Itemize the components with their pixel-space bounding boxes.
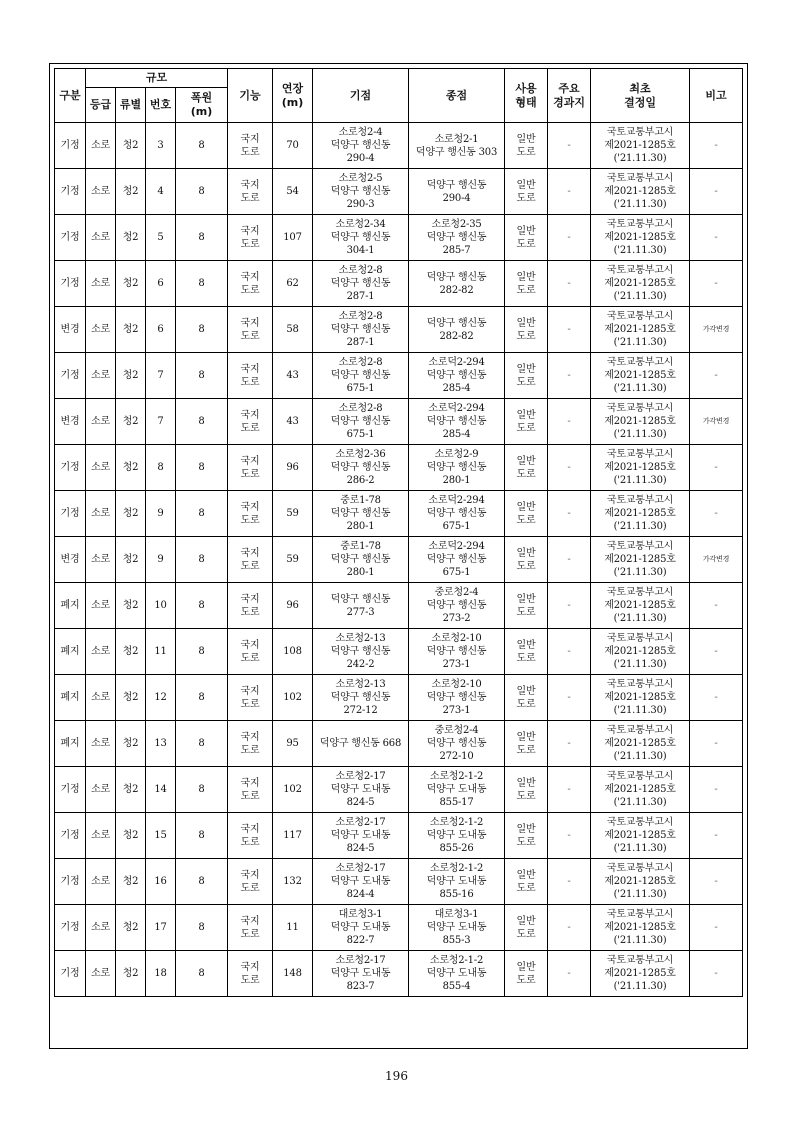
length-cell: 107 — [273, 215, 313, 261]
number-cell: 14 — [146, 767, 176, 813]
gubun-cell: 폐지 — [55, 675, 86, 721]
length-cell: 43 — [273, 353, 313, 399]
length-cell: 11 — [273, 905, 313, 951]
width-cell: 8 — [176, 261, 228, 307]
gubun-cell: 기정 — [55, 353, 86, 399]
width-cell: 8 — [176, 307, 228, 353]
function-cell: 국지 도로 — [228, 169, 273, 215]
start-cell: 대로청3-1 덕양구 도내동 822-7 — [313, 905, 409, 951]
width-cell: 8 — [176, 767, 228, 813]
number-cell: 7 — [146, 353, 176, 399]
remarks-cell: - — [690, 629, 743, 675]
number-cell: 5 — [146, 215, 176, 261]
remarks-cell: - — [690, 721, 743, 767]
remarks-cell: 가각변경 — [690, 537, 743, 583]
number-cell: 10 — [146, 583, 176, 629]
table-row — [55, 399, 743, 445]
grade-cell: 소로 — [86, 169, 116, 215]
table-row — [55, 721, 743, 767]
decision-cell: 국토교통부고시 제2021-1285호 ('21.11.30) — [591, 675, 690, 721]
class-cell: 청2 — [116, 537, 146, 583]
end-cell: 소로청2-35 덕양구 행신동 285-7 — [409, 215, 505, 261]
grade-cell: 소로 — [86, 307, 116, 353]
header-function: 기능 — [228, 69, 273, 123]
width-cell: 8 — [176, 123, 228, 169]
gubun-cell: 기정 — [55, 215, 86, 261]
remarks-cell: - — [690, 215, 743, 261]
decision-cell: 국토교통부고시 제2021-1285호 ('21.11.30) — [591, 123, 690, 169]
header-remarks: 비고 — [690, 69, 743, 123]
header-end: 종점 — [409, 69, 505, 123]
end-cell: 소로청2-1 덕양구 행신동 303 — [409, 123, 505, 169]
width-cell: 8 — [176, 675, 228, 721]
class-cell: 청2 — [116, 307, 146, 353]
decision-cell: 국토교통부고시 제2021-1285호 ('21.11.30) — [591, 353, 690, 399]
waypoints-cell: - — [548, 123, 591, 169]
start-cell: 소로청2-34 덕양구 행신동 304-1 — [313, 215, 409, 261]
number-cell: 9 — [146, 491, 176, 537]
remarks-cell: 가각변경 — [690, 399, 743, 445]
number-cell: 16 — [146, 859, 176, 905]
length-cell: 43 — [273, 399, 313, 445]
function-cell: 국지 도로 — [228, 767, 273, 813]
width-cell: 8 — [176, 905, 228, 951]
class-cell: 청2 — [116, 813, 146, 859]
grade-cell: 소로 — [86, 399, 116, 445]
number-cell: 17 — [146, 905, 176, 951]
waypoints-cell: - — [548, 537, 591, 583]
function-cell: 국지 도로 — [228, 629, 273, 675]
header-grade: 등급 — [86, 88, 116, 123]
gubun-cell: 변경 — [55, 399, 86, 445]
length-cell: 132 — [273, 859, 313, 905]
number-cell: 8 — [146, 445, 176, 491]
width-cell: 8 — [176, 215, 228, 261]
table-row — [55, 491, 743, 537]
end-cell: 소로청2-9 덕양구 행신동 280-1 — [409, 445, 505, 491]
function-cell: 국지 도로 — [228, 123, 273, 169]
usage-cell: 일반 도로 — [505, 721, 548, 767]
grade-cell: 소로 — [86, 261, 116, 307]
remarks-cell: - — [690, 583, 743, 629]
width-cell: 8 — [176, 859, 228, 905]
page-number: 196 — [385, 1069, 408, 1083]
end-cell: 소로청2-1-2 덕양구 도내동 855-17 — [409, 767, 505, 813]
decision-cell: 국토교통부고시 제2021-1285호 ('21.11.30) — [591, 905, 690, 951]
table-row — [55, 583, 743, 629]
grade-cell: 소로 — [86, 537, 116, 583]
start-cell: 소로청2-8 덕양구 행신동 287-1 — [313, 261, 409, 307]
waypoints-cell: - — [548, 951, 591, 997]
waypoints-cell: - — [548, 491, 591, 537]
end-cell: 소로덕2-294 덕양구 행신동 285-4 — [409, 353, 505, 399]
class-cell: 청2 — [116, 491, 146, 537]
decision-cell: 국토교통부고시 제2021-1285호 ('21.11.30) — [591, 721, 690, 767]
start-cell: 소로청2-17 덕양구 도내동 824-5 — [313, 767, 409, 813]
start-cell: 소로청2-13 덕양구 행신동 272-12 — [313, 675, 409, 721]
width-cell: 8 — [176, 721, 228, 767]
width-cell: 8 — [176, 951, 228, 997]
waypoints-cell: - — [548, 307, 591, 353]
header-scale: 규모 — [86, 69, 228, 88]
width-cell: 8 — [176, 583, 228, 629]
start-cell: 덕양구 행신동 668 — [313, 721, 409, 767]
start-cell: 소로청2-36 덕양구 행신동 286-2 — [313, 445, 409, 491]
gubun-cell: 변경 — [55, 307, 86, 353]
number-cell: 6 — [146, 261, 176, 307]
grade-cell: 소로 — [86, 491, 116, 537]
gubun-cell: 기정 — [55, 813, 86, 859]
waypoints-cell: - — [548, 767, 591, 813]
decision-cell: 국토교통부고시 제2021-1285호 ('21.11.30) — [591, 445, 690, 491]
length-cell: 117 — [273, 813, 313, 859]
header-number: 번호 — [146, 88, 176, 123]
usage-cell: 일반 도로 — [505, 813, 548, 859]
number-cell: 9 — [146, 537, 176, 583]
usage-cell: 일반 도로 — [505, 951, 548, 997]
function-cell: 국지 도로 — [228, 307, 273, 353]
remarks-cell: - — [690, 491, 743, 537]
table-row — [55, 675, 743, 721]
table-row — [55, 215, 743, 261]
end-cell: 소로덕2-294 덕양구 행신동 675-1 — [409, 537, 505, 583]
class-cell: 청2 — [116, 583, 146, 629]
table-row — [55, 905, 743, 951]
function-cell: 국지 도로 — [228, 951, 273, 997]
class-cell: 청2 — [116, 767, 146, 813]
grade-cell: 소로 — [86, 583, 116, 629]
grade-cell: 소로 — [86, 767, 116, 813]
number-cell: 4 — [146, 169, 176, 215]
remarks-cell: - — [690, 123, 743, 169]
decision-cell: 국토교통부고시 제2021-1285호 ('21.11.30) — [591, 307, 690, 353]
end-cell: 소로청2-10 덕양구 행신동 273-1 — [409, 675, 505, 721]
class-cell: 청2 — [116, 215, 146, 261]
grade-cell: 소로 — [86, 445, 116, 491]
end-cell: 소로덕2-294 덕양구 행신동 285-4 — [409, 399, 505, 445]
class-cell: 청2 — [116, 169, 146, 215]
grade-cell: 소로 — [86, 215, 116, 261]
usage-cell: 일반 도로 — [505, 767, 548, 813]
remarks-cell: - — [690, 675, 743, 721]
number-cell: 7 — [146, 399, 176, 445]
length-cell: 148 — [273, 951, 313, 997]
width-cell: 8 — [176, 399, 228, 445]
length-cell: 96 — [273, 583, 313, 629]
table-header — [55, 69, 743, 123]
remarks-cell: - — [690, 353, 743, 399]
usage-cell: 일반 도로 — [505, 353, 548, 399]
number-cell: 15 — [146, 813, 176, 859]
end-cell: 소로덕2-294 덕양구 행신동 675-1 — [409, 491, 505, 537]
class-cell: 청2 — [116, 399, 146, 445]
start-cell: 소로청2-17 덕양구 도내동 823-7 — [313, 951, 409, 997]
remarks-cell: - — [690, 767, 743, 813]
usage-cell: 일반 도로 — [505, 859, 548, 905]
waypoints-cell: - — [548, 445, 591, 491]
table-row — [55, 859, 743, 905]
decision-cell: 국토교통부고시 제2021-1285호 ('21.11.30) — [591, 859, 690, 905]
start-cell: 소로청2-4 덕양구 행신동 290-4 — [313, 123, 409, 169]
table-row — [55, 813, 743, 859]
decision-cell: 국토교통부고시 제2021-1285호 ('21.11.30) — [591, 491, 690, 537]
usage-cell: 일반 도로 — [505, 307, 548, 353]
grade-cell: 소로 — [86, 629, 116, 675]
function-cell: 국지 도로 — [228, 583, 273, 629]
number-cell: 11 — [146, 629, 176, 675]
function-cell: 국지 도로 — [228, 537, 273, 583]
gubun-cell: 기정 — [55, 169, 86, 215]
table-row — [55, 767, 743, 813]
header-usage: 사용 형태 — [505, 69, 548, 123]
usage-cell: 일반 도로 — [505, 215, 548, 261]
waypoints-cell: - — [548, 629, 591, 675]
grade-cell: 소로 — [86, 721, 116, 767]
class-cell: 청2 — [116, 859, 146, 905]
remarks-cell: - — [690, 951, 743, 997]
decision-cell: 국토교통부고시 제2021-1285호 ('21.11.30) — [591, 767, 690, 813]
length-cell: 59 — [273, 537, 313, 583]
waypoints-cell: - — [548, 353, 591, 399]
function-cell: 국지 도로 — [228, 353, 273, 399]
decision-cell: 국토교통부고시 제2021-1285호 ('21.11.30) — [591, 169, 690, 215]
end-cell: 중로청2-4 덕양구 행신동 273-2 — [409, 583, 505, 629]
start-cell: 소로청2-5 덕양구 행신동 290-3 — [313, 169, 409, 215]
width-cell: 8 — [176, 537, 228, 583]
width-cell: 8 — [176, 353, 228, 399]
usage-cell: 일반 도로 — [505, 675, 548, 721]
width-cell: 8 — [176, 445, 228, 491]
gubun-cell: 폐지 — [55, 721, 86, 767]
grade-cell: 소로 — [86, 813, 116, 859]
class-cell: 청2 — [116, 629, 146, 675]
decision-cell: 국토교통부고시 제2021-1285호 ('21.11.30) — [591, 951, 690, 997]
remarks-cell: 가각변경 — [690, 307, 743, 353]
table-row — [55, 951, 743, 997]
function-cell: 국지 도로 — [228, 675, 273, 721]
waypoints-cell: - — [548, 169, 591, 215]
width-cell: 8 — [176, 629, 228, 675]
waypoints-cell: - — [548, 721, 591, 767]
function-cell: 국지 도로 — [228, 399, 273, 445]
remarks-cell: - — [690, 445, 743, 491]
header-gubun: 구분 — [55, 69, 86, 123]
function-cell: 국지 도로 — [228, 859, 273, 905]
gubun-cell: 기정 — [55, 261, 86, 307]
end-cell: 덕양구 행신동 290-4 — [409, 169, 505, 215]
waypoints-cell: - — [548, 675, 591, 721]
number-cell: 6 — [146, 307, 176, 353]
gubun-cell: 기정 — [55, 859, 86, 905]
start-cell: 중로1-78 덕양구 행신동 280-1 — [313, 491, 409, 537]
table-row — [55, 537, 743, 583]
start-cell: 소로청2-8 덕양구 행신동 675-1 — [313, 353, 409, 399]
length-cell: 102 — [273, 767, 313, 813]
usage-cell: 일반 도로 — [505, 629, 548, 675]
header-decision: 최초 결정일 — [591, 69, 690, 123]
gubun-cell: 폐지 — [55, 583, 86, 629]
table-row — [55, 353, 743, 399]
number-cell: 18 — [146, 951, 176, 997]
road-plan-table — [54, 68, 743, 997]
decision-cell: 국토교통부고시 제2021-1285호 ('21.11.30) — [591, 583, 690, 629]
grade-cell: 소로 — [86, 951, 116, 997]
function-cell: 국지 도로 — [228, 721, 273, 767]
class-cell: 청2 — [116, 721, 146, 767]
end-cell: 중로청2-4 덕양구 행신동 272-10 — [409, 721, 505, 767]
usage-cell: 일반 도로 — [505, 445, 548, 491]
remarks-cell: - — [690, 905, 743, 951]
start-cell: 중로1-78 덕양구 행신동 280-1 — [313, 537, 409, 583]
grade-cell: 소로 — [86, 353, 116, 399]
usage-cell: 일반 도로 — [505, 261, 548, 307]
gubun-cell: 기정 — [55, 445, 86, 491]
number-cell: 3 — [146, 123, 176, 169]
number-cell: 13 — [146, 721, 176, 767]
length-cell: 58 — [273, 307, 313, 353]
usage-cell: 일반 도로 — [505, 583, 548, 629]
usage-cell: 일반 도로 — [505, 399, 548, 445]
length-cell: 95 — [273, 721, 313, 767]
function-cell: 국지 도로 — [228, 905, 273, 951]
decision-cell: 국토교통부고시 제2021-1285호 ('21.11.30) — [591, 261, 690, 307]
header-length: 연장 (m) — [273, 69, 313, 123]
function-cell: 국지 도로 — [228, 261, 273, 307]
end-cell: 소로청2-1-2 덕양구 도내동 855-4 — [409, 951, 505, 997]
remarks-cell: - — [690, 859, 743, 905]
table-row — [55, 169, 743, 215]
table-row — [55, 307, 743, 353]
length-cell: 96 — [273, 445, 313, 491]
remarks-cell: - — [690, 813, 743, 859]
remarks-cell: - — [690, 169, 743, 215]
start-cell: 소로청2-17 덕양구 도내동 824-5 — [313, 813, 409, 859]
gubun-cell: 폐지 — [55, 629, 86, 675]
table-row — [55, 261, 743, 307]
class-cell: 청2 — [116, 675, 146, 721]
header-start: 기점 — [313, 69, 409, 123]
waypoints-cell: - — [548, 813, 591, 859]
decision-cell: 국토교통부고시 제2021-1285호 ('21.11.30) — [591, 537, 690, 583]
width-cell: 8 — [176, 169, 228, 215]
class-cell: 청2 — [116, 261, 146, 307]
waypoints-cell: - — [548, 215, 591, 261]
waypoints-cell: - — [548, 859, 591, 905]
header-width: 폭원 (m) — [176, 88, 228, 123]
end-cell: 소로청2-10 덕양구 행신동 273-1 — [409, 629, 505, 675]
table-row — [55, 123, 743, 169]
class-cell: 청2 — [116, 353, 146, 399]
function-cell: 국지 도로 — [228, 491, 273, 537]
start-cell: 덕양구 행신동 277-3 — [313, 583, 409, 629]
function-cell: 국지 도로 — [228, 813, 273, 859]
header-waypoints: 주요 경과지 — [548, 69, 591, 123]
length-cell: 54 — [273, 169, 313, 215]
gubun-cell: 기정 — [55, 491, 86, 537]
decision-cell: 국토교통부고시 제2021-1285호 ('21.11.30) — [591, 399, 690, 445]
width-cell: 8 — [176, 491, 228, 537]
waypoints-cell: - — [548, 905, 591, 951]
gubun-cell: 기정 — [55, 905, 86, 951]
gubun-cell: 기정 — [55, 951, 86, 997]
usage-cell: 일반 도로 — [505, 169, 548, 215]
class-cell: 청2 — [116, 123, 146, 169]
grade-cell: 소로 — [86, 859, 116, 905]
decision-cell: 국토교통부고시 제2021-1285호 ('21.11.30) — [591, 629, 690, 675]
length-cell: 102 — [273, 675, 313, 721]
start-cell: 소로청2-8 덕양구 행신동 675-1 — [313, 399, 409, 445]
number-cell: 12 — [146, 675, 176, 721]
length-cell: 59 — [273, 491, 313, 537]
function-cell: 국지 도로 — [228, 215, 273, 261]
class-cell: 청2 — [116, 905, 146, 951]
remarks-cell: - — [690, 261, 743, 307]
grade-cell: 소로 — [86, 123, 116, 169]
waypoints-cell: - — [548, 583, 591, 629]
class-cell: 청2 — [116, 951, 146, 997]
waypoints-cell: - — [548, 261, 591, 307]
gubun-cell: 변경 — [55, 537, 86, 583]
grade-cell: 소로 — [86, 675, 116, 721]
table-row — [55, 629, 743, 675]
end-cell: 덕양구 행신동 282-82 — [409, 261, 505, 307]
grade-cell: 소로 — [86, 905, 116, 951]
start-cell: 소로청2-13 덕양구 행신동 242-2 — [313, 629, 409, 675]
start-cell: 소로청2-8 덕양구 행신동 287-1 — [313, 307, 409, 353]
length-cell: 70 — [273, 123, 313, 169]
end-cell: 덕양구 행신동 282-82 — [409, 307, 505, 353]
class-cell: 청2 — [116, 445, 146, 491]
end-cell: 소로청2-1-2 덕양구 도내동 855-16 — [409, 859, 505, 905]
usage-cell: 일반 도로 — [505, 123, 548, 169]
length-cell: 108 — [273, 629, 313, 675]
usage-cell: 일반 도로 — [505, 491, 548, 537]
gubun-cell: 기정 — [55, 123, 86, 169]
usage-cell: 일반 도로 — [505, 537, 548, 583]
table-body — [55, 123, 743, 997]
decision-cell: 국토교통부고시 제2021-1285호 ('21.11.30) — [591, 215, 690, 261]
end-cell: 대로청3-1 덕양구 도내동 855-3 — [409, 905, 505, 951]
table-row — [55, 445, 743, 491]
length-cell: 62 — [273, 261, 313, 307]
gubun-cell: 기정 — [55, 767, 86, 813]
start-cell: 소로청2-17 덕양구 도내동 824-4 — [313, 859, 409, 905]
decision-cell: 국토교통부고시 제2021-1285호 ('21.11.30) — [591, 813, 690, 859]
header-class: 류별 — [116, 88, 146, 123]
waypoints-cell: - — [548, 399, 591, 445]
width-cell: 8 — [176, 813, 228, 859]
function-cell: 국지 도로 — [228, 445, 273, 491]
usage-cell: 일반 도로 — [505, 905, 548, 951]
end-cell: 소로청2-1-2 덕양구 도내동 855-26 — [409, 813, 505, 859]
